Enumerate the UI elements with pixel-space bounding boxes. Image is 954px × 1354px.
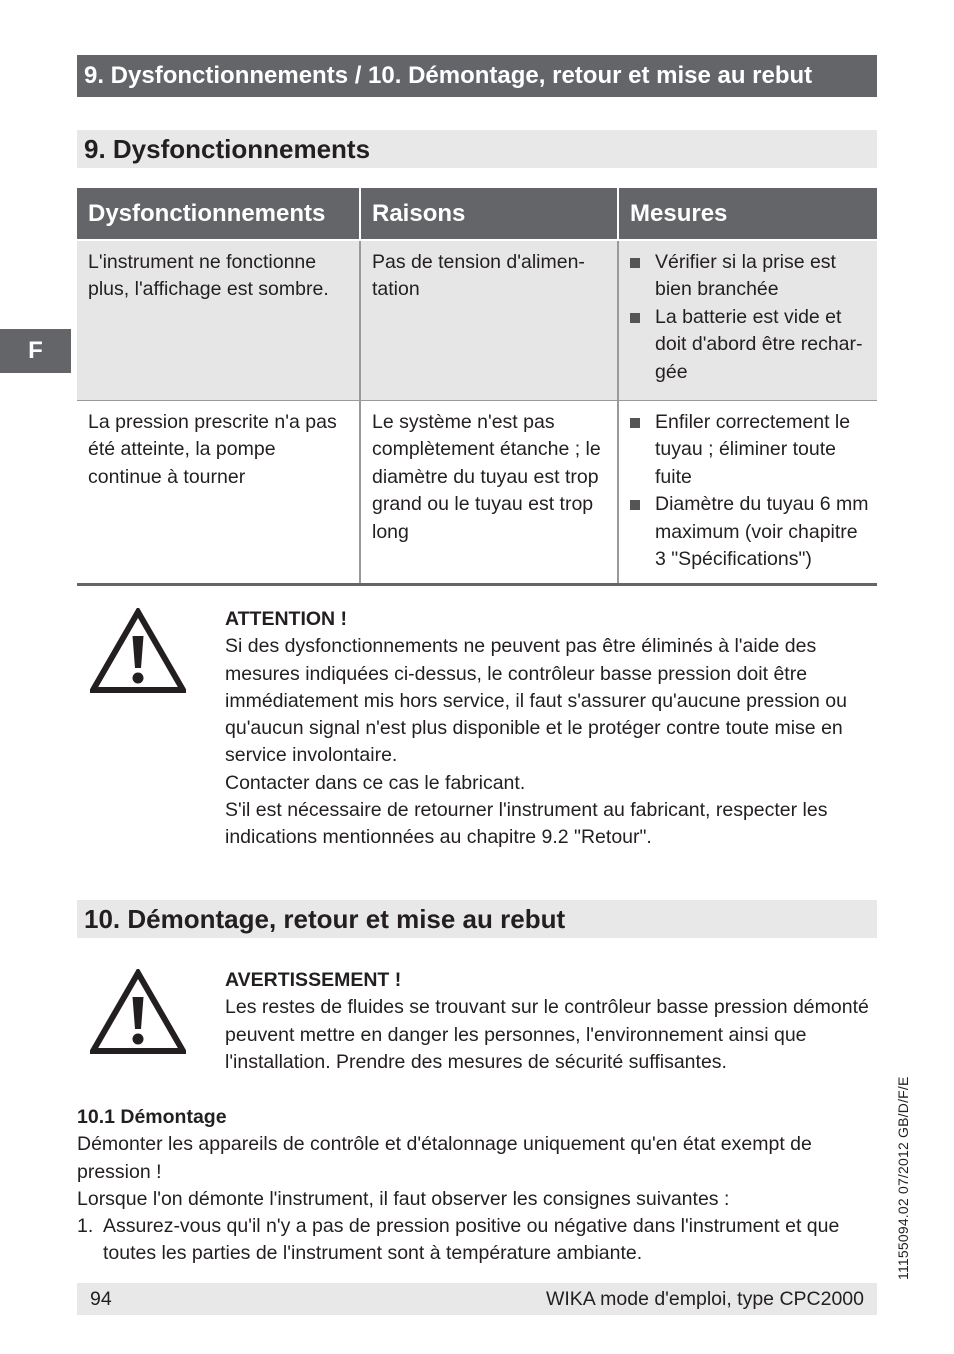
measure-item: Diamètre du tuyau 6 mm maximum (voir chapitre 3 "Spécifications") [630,491,869,573]
section-title-10: 10. Démontage, retour et mise au rebut [77,900,877,938]
step-number: 1. [77,1215,94,1238]
measures-cell [618,240,877,401]
document-title: WIKA mode d'emploi, type CPC2000 [545,1288,864,1310]
list-item [77,1213,887,1268]
steps-list [77,1213,887,1268]
measure-item: La batterie est vide et doit d'abord être rechar-gée [630,304,869,386]
dismounting-section [77,1104,887,1268]
reason-cell: Le système n'est pas complètement étanche ; le diamètre du tuyau est trop grand ou le tuyau est trop long [360,401,618,585]
step-text: Assurez-vous qu'il n'y a pas de pression positive ou négative dans l'instrument et que toutes les parties de l'instrument sont à température ambiante. [103,1215,840,1265]
document-code: 11155094.02 07/2012 GB/D/F/E [895,1076,911,1280]
warning-triangle-icon [90,608,186,694]
attention-text: S'il est nécessaire de retourner l'instrument au fabricant, respecter les indications mentionnées au chapitre 9.2 "Retour". [225,799,828,849]
page-number: 94 [90,1288,112,1310]
column-header: Dysfonctionnements [77,188,360,240]
warning-block [225,967,885,1076]
table-header-row [77,188,877,240]
column-header: Mesures [618,188,877,240]
fault-table [77,188,877,586]
attention-text: Si des dysfonctionnements ne peuvent pas être éliminés à l'aide des mesures indiquées ci-dessus, le contrôleur basse pression doit être immédiatement mis hors service, il faut s'assurer qu'aucune pression ou qu'aucun signal n'est plus disponible et le protéger contre toute mise en service involontaire. [225,635,847,767]
language-tab: F [0,329,71,373]
chapter-banner: 9. Dysfonctionnements / 10. Démontage, retour et mise au rebut [77,55,877,97]
paragraph: Démonter les appareils de contrôle et d'étalonnage uniquement qu'en état exempt de pression ! [77,1133,812,1183]
section-title-9: 9. Dysfonctionnements [77,130,877,168]
subsection-title: 10.1 Démontage [77,1106,227,1128]
warning-text: Les restes de fluides se trouvant sur le contrôleur basse pression démonté peuvent mettre en danger les personnes, l'environnement ainsi que l'installation. Prendre des mesures de sécurité suffisantes. [225,996,869,1073]
fault-cell: La pression prescrite n'a pas été atteinte, la pompe continue à tourner [77,401,360,585]
paragraph: Lorsque l'on démonte l'instrument, il faut observer les consignes suivantes : [77,1187,730,1210]
measure-item: Enfiler correctement le tuyau ; éliminer toute fuite [630,409,869,491]
table-row [77,401,877,585]
attention-text: Contacter dans ce cas le fabricant. [225,771,526,794]
measure-item: Vérifier si la prise est bien branchée [630,249,869,304]
attention-block [225,606,885,852]
reason-cell: Pas de tension d'alimen-tation [360,240,618,401]
warning-title: AVERTISSEMENT ! [225,969,402,991]
table-row [77,240,877,401]
measures-cell [618,401,877,585]
warning-triangle-icon [90,969,186,1055]
page-footer [77,1283,877,1315]
attention-title: ATTENTION ! [225,608,348,630]
column-header: Raisons [360,188,618,240]
fault-cell: L'instrument ne fonctionne plus, l'affichage est sombre. [77,240,360,401]
